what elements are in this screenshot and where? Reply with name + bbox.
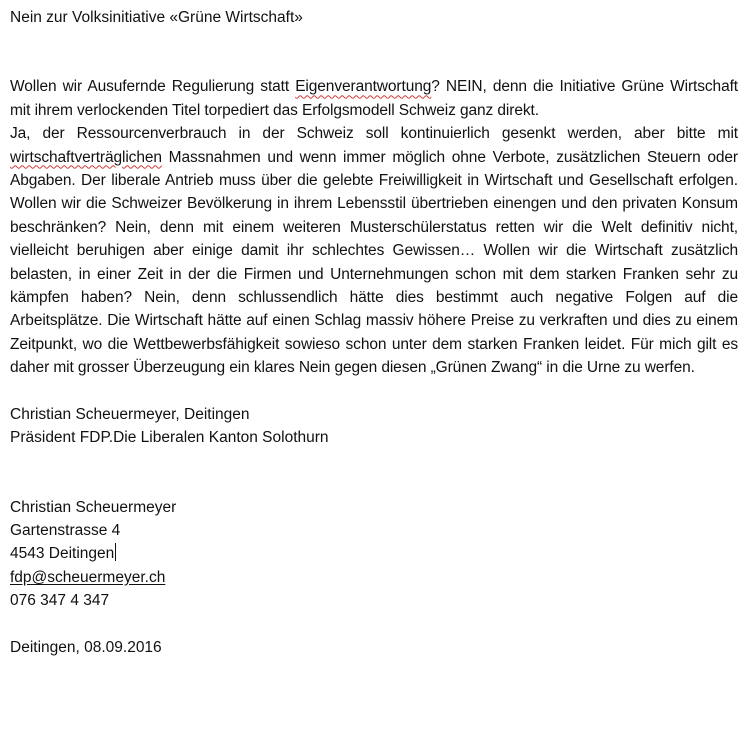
document-title: Nein zur Volksinitiative «Grüne Wirtschaft» bbox=[10, 9, 303, 26]
signature-name: Christian Scheuermeyer, Deitingen bbox=[10, 405, 250, 423]
paragraph-1 bbox=[10, 75, 738, 122]
text-cursor bbox=[115, 543, 116, 561]
spacer bbox=[10, 29, 738, 75]
spellcheck-flagged-word[interactable]: wirtschaftverträglichen bbox=[10, 148, 162, 166]
address-street: Gartenstrasse 4 bbox=[10, 521, 121, 539]
spacer bbox=[10, 613, 738, 636]
address-email-line bbox=[10, 566, 738, 589]
date-line: Deitingen, 08.09.2016 bbox=[10, 638, 162, 656]
spellcheck-flagged-word[interactable]: Eigenverantwortung bbox=[295, 78, 432, 96]
signature-role: Präsident FDP.Die Liberalen Kanton Solothurn bbox=[10, 429, 329, 447]
paragraph-2-text-end: Massnahmen und wenn immer möglich ohne Verbote, zusätzlichen Steuern oder Abgaben. Der liberale Antrieb muss über die gelebte Freiwilligkeit in Wirtschaft und Gesellschaft erfolgen. Wollen wir die Schweizer Bevölkerung in ihrem Lebensstil übertrieben einengen und den privaten Konsum beschränken? Nein, denn mit einem weiteren Musterschülerstatus retten wir die Welt definitiv nicht, vielleicht beruhigen aber einige damit ihr schlechtes Gewissen… Wollen wir die Wirtschaft zusätzlich belasten, in einer Zeit in der die Firmen und Unternehmungen schon mit dem starken Franken sehr zu kämpfen haben? Nein, denn schlussendlich hätte dies bestimmt auch negative Folgen auf die Arbeitsplätze. Die Wirtschaft hätte auf einen Schlag massiv höhere Preise zu verkraften und dies zu einem Zeitpunkt, wo die Wettbewerbsfähigkeit sowieso schon unter dem starken Franken leidet. Für mich gilt es daher mit grosser Überzeugung ein klares Nein gegen diesen „Grünen Zwang“ in die Urne zu werfen. bbox=[10, 148, 738, 377]
signature-block bbox=[10, 403, 738, 450]
date-block bbox=[10, 636, 738, 659]
address-block bbox=[10, 496, 738, 613]
paragraph-2-text-start: Ja, der Ressourcenverbrauch in der Schweiz soll kontinuierlich gesenkt werden, aber bitte mit bbox=[10, 125, 738, 143]
address-phone: 076 347 4 347 bbox=[10, 592, 110, 610]
address-city: 4543 Deitingen bbox=[10, 545, 115, 563]
paragraph-2 bbox=[10, 122, 738, 379]
address-name: Christian Scheuermeyer bbox=[10, 498, 177, 516]
spacer bbox=[10, 380, 738, 403]
paragraph-1-text-end: ? NEIN, denn die Initiative Grüne Wirtschaft mit ihrem verlockenden Titel torpediert das Erfolgsmodell Schweiz ganz direkt. bbox=[10, 78, 738, 119]
email-link[interactable]: fdp@scheuermeyer.ch bbox=[10, 568, 166, 586]
address-city-line bbox=[10, 542, 738, 565]
paragraph-1-text-start: Wollen wir Ausufernde Regulierung statt bbox=[10, 78, 296, 96]
letter-body bbox=[10, 75, 738, 379]
spacer bbox=[10, 450, 738, 496]
